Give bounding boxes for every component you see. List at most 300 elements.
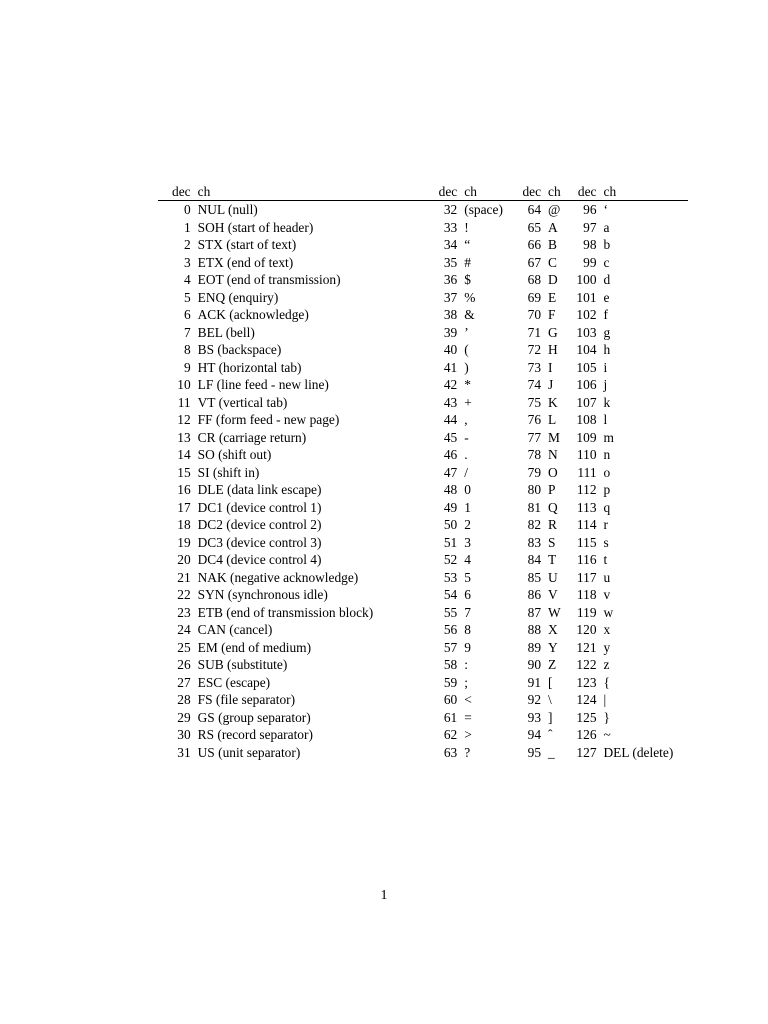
dec-cell: 4 — [183, 272, 191, 287]
dec-cell: 57 — [443, 639, 458, 655]
table-row — [158, 341, 688, 359]
dec-cell: 11 — [177, 394, 191, 410]
dec-cell: 51 — [443, 534, 458, 550]
ch-cell: . — [464, 447, 468, 462]
dec-cell: 87 — [527, 604, 542, 620]
dec-cell: 33 — [443, 219, 458, 235]
ch-cell: V — [548, 587, 558, 602]
table-row — [158, 621, 688, 639]
dec-cell: 85 — [527, 569, 542, 585]
ch-cell: % — [464, 289, 476, 305]
dec-cell: 39 — [443, 324, 458, 340]
ch-cell: H — [548, 342, 558, 357]
ch-cell: ACK (acknowledge) — [197, 307, 309, 322]
dec-cell: 16 — [177, 482, 191, 497]
table-row — [158, 516, 688, 534]
dec-cell: 50 — [443, 517, 458, 532]
dec-cell: 28 — [177, 692, 191, 707]
table-row — [158, 586, 688, 604]
ch-cell: W — [548, 604, 561, 620]
dec-cell: 63 — [443, 744, 458, 760]
ch-cell: U — [548, 569, 558, 585]
ch-cell: J — [548, 377, 554, 392]
ch-cell: ETX (end of text) — [197, 254, 294, 270]
ch-cell: DC3 (device control 3) — [197, 534, 322, 550]
ch-cell: 4 — [464, 552, 471, 567]
dec-cell: 98 — [583, 237, 597, 252]
column-header-dec: dec — [569, 181, 596, 201]
dec-cell: 30 — [177, 727, 191, 742]
dec-cell: 111 — [577, 464, 597, 480]
dec-cell: 119 — [576, 604, 597, 620]
column-header-dec: dec — [426, 181, 458, 201]
dec-cell: 71 — [527, 324, 542, 340]
dec-cell: 55 — [443, 604, 458, 620]
ch-cell: + — [464, 394, 472, 410]
dec-cell: 102 — [576, 307, 597, 322]
ch-cell: SOH (start of header) — [197, 219, 314, 235]
ch-cell: 3 — [464, 534, 471, 550]
ch-cell: Y — [548, 639, 558, 655]
ch-cell: US (unit separator) — [197, 744, 301, 760]
ch-cell: x — [603, 622, 611, 637]
column-header-dec: dec — [518, 181, 541, 201]
ch-cell: SO (shift out) — [197, 447, 272, 462]
ch-cell: ] — [548, 709, 553, 725]
dec-cell: 82 — [527, 517, 542, 532]
ch-cell: u — [603, 569, 611, 585]
table-row — [158, 534, 688, 552]
dec-cell: 93 — [527, 709, 542, 725]
column-header-ch: ch — [597, 181, 688, 201]
ch-cell: k — [603, 394, 611, 410]
ch-cell: R — [548, 517, 557, 532]
ch-cell: 0 — [464, 482, 471, 497]
dec-cell: 66 — [527, 237, 542, 252]
ch-cell: * — [464, 377, 471, 392]
ch-cell: ! — [464, 219, 469, 235]
ch-cell: a — [603, 219, 610, 235]
ch-cell: ; — [464, 674, 468, 690]
dec-cell: 92 — [527, 692, 542, 707]
ch-cell: Z — [548, 657, 557, 672]
dec-cell: 26 — [177, 657, 191, 672]
dec-cell: 62 — [443, 727, 458, 742]
dec-cell: 116 — [576, 552, 597, 567]
dec-cell: 37 — [443, 289, 458, 305]
ch-cell: DC1 (device control 1) — [197, 499, 322, 515]
dec-cell: 70 — [527, 307, 542, 322]
dec-cell: 105 — [576, 359, 597, 375]
ch-cell: A — [548, 219, 558, 235]
ch-cell: E — [548, 289, 557, 305]
dec-cell: 42 — [443, 377, 458, 392]
ch-cell: D — [548, 272, 558, 287]
dec-cell: 64 — [527, 202, 542, 217]
table-row — [158, 236, 688, 254]
ch-cell: f — [603, 307, 608, 322]
ch-cell: ’ — [464, 324, 469, 340]
ch-cell: l — [603, 412, 608, 427]
ch-cell: [ — [548, 674, 553, 690]
dec-cell: 97 — [583, 219, 597, 235]
ch-cell: ‘ — [603, 202, 608, 217]
ch-cell: > — [464, 727, 472, 742]
dec-cell: 20 — [177, 552, 191, 567]
dec-cell: 89 — [527, 639, 542, 655]
ch-cell: VT (vertical tab) — [197, 394, 288, 410]
dec-cell: 5 — [183, 289, 191, 305]
ch-cell: / — [464, 464, 468, 480]
column-header-ch: ch — [191, 181, 426, 201]
dec-cell: 112 — [576, 482, 597, 497]
ch-cell: 9 — [464, 639, 471, 655]
table-row — [158, 639, 688, 657]
dec-cell: 83 — [527, 534, 542, 550]
ch-cell: d — [603, 272, 611, 287]
dec-cell: 48 — [443, 482, 458, 497]
table-row — [158, 254, 688, 272]
table-row — [158, 674, 688, 692]
ch-cell: DLE (data link escape) — [197, 482, 322, 497]
dec-cell: 103 — [576, 324, 597, 340]
ch-cell: EM (end of medium) — [197, 639, 312, 655]
ch-cell: c — [603, 254, 610, 270]
ch-cell: 8 — [464, 622, 471, 637]
ch-cell: DC4 (device control 4) — [197, 552, 322, 567]
dec-cell: 17 — [177, 499, 191, 515]
ch-cell: ( — [464, 342, 469, 357]
column-header-ch: ch — [541, 181, 569, 201]
dec-cell: 78 — [527, 447, 542, 462]
dec-cell: 9 — [183, 359, 191, 375]
dec-cell: 15 — [177, 464, 191, 480]
ch-cell: SYN (synchronous idle) — [197, 587, 328, 602]
table-row — [158, 324, 688, 342]
ch-cell: NAK (negative acknowledge) — [197, 569, 359, 585]
dec-cell: 49 — [443, 499, 458, 515]
ch-cell: ˆ — [548, 727, 553, 742]
dec-cell: 108 — [576, 412, 597, 427]
dec-cell: 21 — [177, 569, 191, 585]
dec-cell: 96 — [583, 202, 597, 217]
dec-cell: 84 — [527, 552, 542, 567]
dec-cell: 0 — [183, 202, 191, 217]
dec-cell: 73 — [527, 359, 542, 375]
ch-cell: ESC (escape) — [197, 674, 271, 690]
dec-cell: 47 — [443, 464, 458, 480]
dec-cell: 125 — [576, 709, 597, 725]
ch-cell: \ — [548, 692, 552, 707]
dec-cell: 123 — [576, 674, 597, 690]
dec-cell: 60 — [443, 692, 458, 707]
dec-cell: 88 — [527, 622, 542, 637]
table-row — [158, 709, 688, 727]
table-row — [158, 569, 688, 587]
dec-cell: 76 — [527, 412, 542, 427]
dec-cell: 65 — [527, 219, 542, 235]
dec-cell: 44 — [443, 412, 458, 427]
dec-cell: 114 — [576, 517, 597, 532]
ch-cell: } — [603, 709, 610, 725]
dec-cell: 35 — [443, 254, 458, 270]
ch-cell: RS (record separator) — [197, 727, 313, 742]
ch-cell: p — [603, 482, 611, 497]
table-row — [158, 359, 688, 377]
dec-cell: 94 — [527, 727, 542, 742]
table-header-row — [158, 181, 688, 201]
dec-cell: 110 — [576, 447, 597, 462]
dec-cell: 117 — [576, 569, 597, 585]
dec-cell: 113 — [576, 499, 597, 515]
ch-cell: o — [603, 464, 611, 480]
ch-cell: N — [548, 447, 558, 462]
ch-cell: I — [548, 359, 553, 375]
table-row — [158, 446, 688, 464]
dec-cell: 24 — [177, 622, 191, 637]
ch-cell: BS (backspace) — [197, 342, 282, 357]
ch-cell: ? — [464, 744, 471, 760]
ch-cell: EOT (end of transmission) — [197, 272, 341, 287]
ch-cell: @ — [548, 202, 561, 217]
ch-cell: g — [603, 324, 611, 340]
ch-cell: LF (line feed - new line) — [197, 377, 329, 392]
dec-cell: 69 — [527, 289, 542, 305]
dec-cell: 12 — [177, 412, 191, 427]
dec-cell: 100 — [576, 272, 597, 287]
dec-cell: 43 — [443, 394, 458, 410]
dec-cell: 46 — [443, 447, 458, 462]
dec-cell: 3 — [183, 254, 191, 270]
ch-cell: SI (shift in) — [197, 464, 260, 480]
ch-cell: $ — [464, 272, 471, 287]
ch-cell: v — [603, 587, 611, 602]
dec-cell: 61 — [443, 709, 458, 725]
dec-cell: 109 — [576, 429, 597, 445]
column-header-ch: ch — [457, 181, 518, 201]
ch-cell: Q — [548, 499, 558, 515]
ch-cell: m — [603, 429, 614, 445]
ch-cell: q — [603, 499, 611, 515]
dec-cell: 86 — [527, 587, 542, 602]
ch-cell: 1 — [464, 499, 471, 515]
dec-cell: 41 — [443, 359, 458, 375]
ascii-table — [158, 181, 688, 761]
ch-cell: z — [603, 657, 610, 672]
dec-cell: 68 — [527, 272, 542, 287]
dec-cell: 95 — [527, 744, 542, 760]
ch-cell: DEL (delete) — [603, 744, 674, 760]
dec-cell: 115 — [576, 534, 597, 550]
dec-cell: 19 — [177, 534, 191, 550]
ch-cell: 2 — [464, 517, 471, 532]
table-row — [158, 429, 688, 447]
dec-cell: 13 — [177, 429, 191, 445]
ch-cell: # — [464, 254, 471, 270]
dec-cell: 81 — [527, 499, 542, 515]
dec-cell: 74 — [527, 377, 542, 392]
ch-cell: ) — [464, 359, 469, 375]
ch-cell: 6 — [464, 587, 471, 602]
ch-cell: L — [548, 412, 557, 427]
ch-cell: G — [548, 324, 558, 340]
dec-cell: 107 — [576, 394, 597, 410]
dec-cell: 56 — [443, 622, 458, 637]
dec-cell: 27 — [177, 674, 191, 690]
table-row — [158, 726, 688, 744]
dec-cell: 32 — [443, 202, 458, 217]
ch-cell: , — [464, 412, 468, 427]
ch-cell: 7 — [464, 604, 471, 620]
dec-cell: 80 — [527, 482, 542, 497]
dec-cell: 126 — [576, 727, 597, 742]
table-row — [158, 271, 688, 289]
ch-cell: i — [603, 359, 608, 375]
ch-cell: (space) — [464, 202, 503, 217]
table-row — [158, 656, 688, 674]
dec-cell: 31 — [177, 744, 191, 760]
dec-cell: 1 — [183, 219, 191, 235]
ch-cell: FF (form feed - new page) — [197, 412, 340, 427]
ch-cell: HT (horizontal tab) — [197, 359, 302, 375]
dec-cell: 34 — [443, 237, 458, 252]
dec-cell: 118 — [576, 587, 597, 602]
dec-cell: 25 — [177, 639, 191, 655]
dec-cell: 52 — [443, 552, 458, 567]
ch-cell: GS (group separator) — [197, 709, 311, 725]
dec-cell: 38 — [443, 307, 458, 322]
ch-cell: n — [603, 447, 611, 462]
table-row — [158, 499, 688, 517]
dec-cell: 90 — [527, 657, 542, 672]
dec-cell: 54 — [443, 587, 458, 602]
table-row — [158, 289, 688, 307]
dec-cell: 75 — [527, 394, 542, 410]
table-row — [158, 691, 688, 709]
dec-cell: 124 — [576, 692, 597, 707]
dec-cell: 36 — [443, 272, 458, 287]
ch-cell: M — [548, 429, 560, 445]
dec-cell: 106 — [576, 377, 597, 392]
table-row — [158, 464, 688, 482]
ch-cell: S — [548, 534, 556, 550]
ch-cell: B — [548, 237, 557, 252]
dec-cell: 29 — [177, 709, 191, 725]
dec-cell: 6 — [183, 307, 191, 322]
dec-cell: 101 — [576, 289, 597, 305]
ch-cell: CR (carriage return) — [197, 429, 307, 445]
dec-cell: 104 — [576, 342, 597, 357]
table-row — [158, 201, 688, 219]
table-body — [158, 201, 688, 762]
ch-cell: _ — [548, 744, 555, 760]
ch-cell: ETB (end of transmission block) — [197, 604, 374, 620]
ch-cell: h — [603, 342, 611, 357]
ch-cell: CAN (cancel) — [197, 622, 273, 637]
ch-cell: C — [548, 254, 557, 270]
dec-cell: 45 — [443, 429, 458, 445]
dec-cell: 18 — [177, 517, 191, 532]
ch-cell: | — [603, 692, 607, 707]
dec-cell: 67 — [527, 254, 542, 270]
ch-cell: j — [603, 377, 608, 392]
table-row — [158, 394, 688, 412]
dec-cell: 53 — [443, 569, 458, 585]
dec-cell: 99 — [583, 254, 597, 270]
ch-cell: y — [603, 639, 611, 655]
ch-cell: s — [603, 534, 609, 550]
page-number: 1 — [380, 888, 388, 903]
dec-cell: 10 — [177, 377, 191, 392]
ch-cell: O — [548, 464, 558, 480]
dec-cell: 7 — [183, 324, 191, 340]
ch-cell: T — [548, 552, 557, 567]
ch-cell: BEL (bell) — [197, 324, 255, 340]
table-row — [158, 306, 688, 324]
dec-cell: 8 — [183, 342, 191, 357]
ch-cell: < — [464, 692, 472, 707]
ch-cell: & — [464, 307, 475, 322]
table-row — [158, 744, 688, 762]
table-row — [158, 481, 688, 499]
column-header-dec: dec — [158, 181, 191, 201]
dec-cell: 58 — [443, 657, 458, 672]
ch-cell: NUL (null) — [197, 202, 258, 217]
ch-cell: = — [464, 709, 472, 725]
ch-cell: w — [603, 604, 614, 620]
dec-cell: 72 — [527, 342, 542, 357]
ch-cell: “ — [464, 237, 471, 252]
ch-cell: t — [603, 552, 608, 567]
dec-cell: 91 — [527, 674, 542, 690]
dec-cell: 40 — [443, 342, 458, 357]
dec-cell: 23 — [177, 604, 191, 620]
ch-cell: : — [464, 657, 468, 672]
dec-cell: 120 — [576, 622, 597, 637]
table-row — [158, 411, 688, 429]
dec-cell: 2 — [183, 237, 191, 252]
ch-cell: X — [548, 622, 558, 637]
ch-cell: b — [603, 237, 611, 252]
table-row — [158, 604, 688, 622]
ch-cell: K — [548, 394, 558, 410]
ch-cell: P — [548, 482, 556, 497]
ch-cell: e — [603, 289, 610, 305]
table-row — [158, 551, 688, 569]
dec-cell: 59 — [443, 674, 458, 690]
dec-cell: 122 — [576, 657, 597, 672]
ch-cell: - — [464, 429, 469, 445]
dec-cell: 22 — [177, 587, 191, 602]
ch-cell: SUB (substitute) — [197, 657, 288, 672]
ch-cell: { — [603, 674, 610, 690]
ch-cell: r — [603, 517, 608, 532]
dec-cell: 14 — [177, 447, 191, 462]
ch-cell: ENQ (enquiry) — [197, 289, 279, 305]
table-row — [158, 219, 688, 237]
ch-cell: FS (file separator) — [197, 692, 296, 707]
dec-cell: 77 — [527, 429, 542, 445]
dec-cell: 127 — [576, 744, 597, 760]
dec-cell: 121 — [576, 639, 597, 655]
ch-cell: ~ — [603, 727, 611, 742]
ch-cell: STX (start of text) — [197, 237, 297, 252]
dec-cell: 79 — [527, 464, 542, 480]
ch-cell: DC2 (device control 2) — [197, 517, 322, 532]
table-row — [158, 376, 688, 394]
ch-cell: 5 — [464, 569, 471, 585]
ch-cell: F — [548, 307, 556, 322]
